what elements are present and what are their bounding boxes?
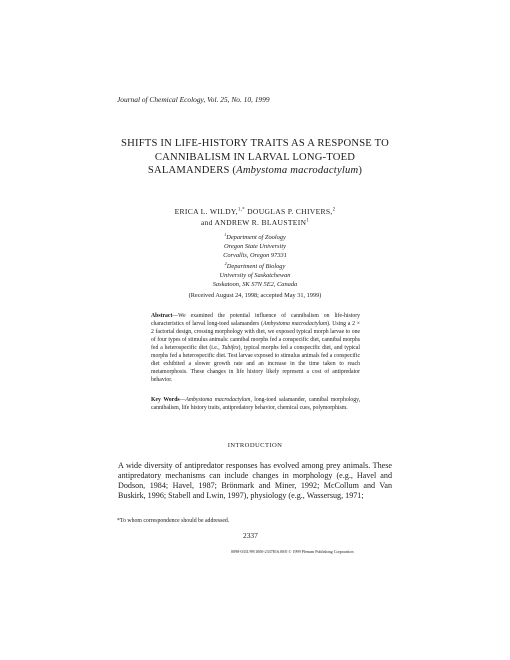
author-list	[100, 206, 410, 228]
author-1-name: ERICA L. WILDY,	[174, 207, 238, 216]
author-1-affiliation-mark: 1,*	[237, 207, 245, 213]
correspondence-footnote: *To whom correspondence should be addressed.	[117, 518, 230, 524]
author-2-name: DOUGLAS P. CHIVERS,	[244, 207, 333, 216]
affiliation-2-department	[150, 262, 360, 271]
affiliation-2-city: Saskatoon, SK S7N 5E2, Canada	[212, 281, 298, 289]
abstract-paragraph	[151, 312, 360, 384]
keywords-text: , long-toed salamander, cannibal morphology, cannibalism, life history traits, antipredatory behavior, chemical cues, polymorphism.	[151, 397, 361, 412]
copyright-line: 0098-0331/99/1000-2337$16.00/0 © 1999 Plenum Publishing Corporation	[231, 549, 354, 554]
article-title	[100, 137, 410, 178]
affiliation-2-institution: University of Saskatchewan	[219, 272, 291, 280]
title-line-2: CANNIBALISM IN LARVAL LONG-TOED	[154, 151, 356, 163]
abstract-prey-name: Tubifex	[221, 345, 239, 352]
author-3-name: and ANDREW R. BLAUSTEIN	[200, 218, 307, 228]
abstract-text-b: ). Using a 2 × 2 factorial design, crossing morphology with diet, we exposed typical morph larvae to one of four types of stimulus animals: cannibal morphs fed a conspecific diet, cannibal morphs fed a heterospecific diet (i.e.,	[151, 321, 360, 352]
abstract-species: Ambystoma macrodactylum	[262, 321, 328, 328]
affiliations	[150, 233, 360, 290]
keywords-species: Ambystoma macrodactylum	[185, 397, 251, 403]
page-number: 2337	[243, 531, 258, 540]
keywords-label: Key Words	[151, 397, 180, 403]
abstract-label: Abstract	[151, 313, 173, 319]
title-line-3-suffix: )	[358, 165, 363, 177]
author-2-affiliation-mark: 2	[332, 207, 336, 213]
keywords-paragraph	[151, 396, 360, 412]
affiliation-1-institution: Oregon State University	[224, 243, 286, 251]
journal-citation: Journal of Chemical Ecology, Vol. 25, No. 10, 1999	[117, 95, 270, 104]
affiliation-2-mark: 2	[224, 261, 227, 267]
author-line-2	[100, 217, 410, 228]
title-species-name: Ambystoma macrodactylum	[236, 165, 359, 177]
keywords-dash: —	[179, 397, 186, 403]
affiliation-1-city: Corvallis, Oregon 97331	[223, 252, 287, 260]
author-3-affiliation-mark: 1	[306, 218, 310, 224]
affiliation-1-dept-text: Department of Zoology	[226, 234, 286, 241]
title-line-3	[100, 164, 410, 178]
received-dates: (Received August 24, 1998; accepted May 31, 1999)	[188, 292, 322, 299]
affiliation-2-dept-text: Department of Biology	[226, 263, 286, 271]
introduction-heading: INTRODUCTION	[227, 442, 283, 449]
title-line-3-prefix: SALAMANDERS (	[147, 165, 237, 177]
title-line-1: SHIFTS IN LIFE-HISTORY TRAITS AS A RESPONSE TO	[121, 138, 389, 149]
affiliation-1-mark: 1	[224, 231, 227, 237]
introduction-body: A wide diversity of antipredator responses has evolved among prey animals. These antipredatory mechanisms can include changes in morphology (e.g., Havel and Dodson, 1984; Havel, 1987; Brönmark and Miner, 1992; McCollum and Van Buskirk, 1996; Stabell and Lwin, 1997), physiology (e.g., Wassersug, 1971;	[118, 461, 392, 501]
abstract-text-a: —We examined the potential influence of cannibalism on life-history characteristics of larval long-toed salamanders (	[151, 313, 360, 328]
affiliation-1-department	[150, 233, 360, 242]
abstract-text-c: ), typical morphs fed a conspecific diet, and typical morphs fed a heterospecific diet. Test larvae exposed to stimulus animals fed a conspecific diet exhibited a slower growth rate and an increase in the time taken to reach metamorphosis. These changes in life history likely represent a cost of antipredator behavior.	[151, 345, 360, 384]
author-line-1	[100, 206, 410, 217]
